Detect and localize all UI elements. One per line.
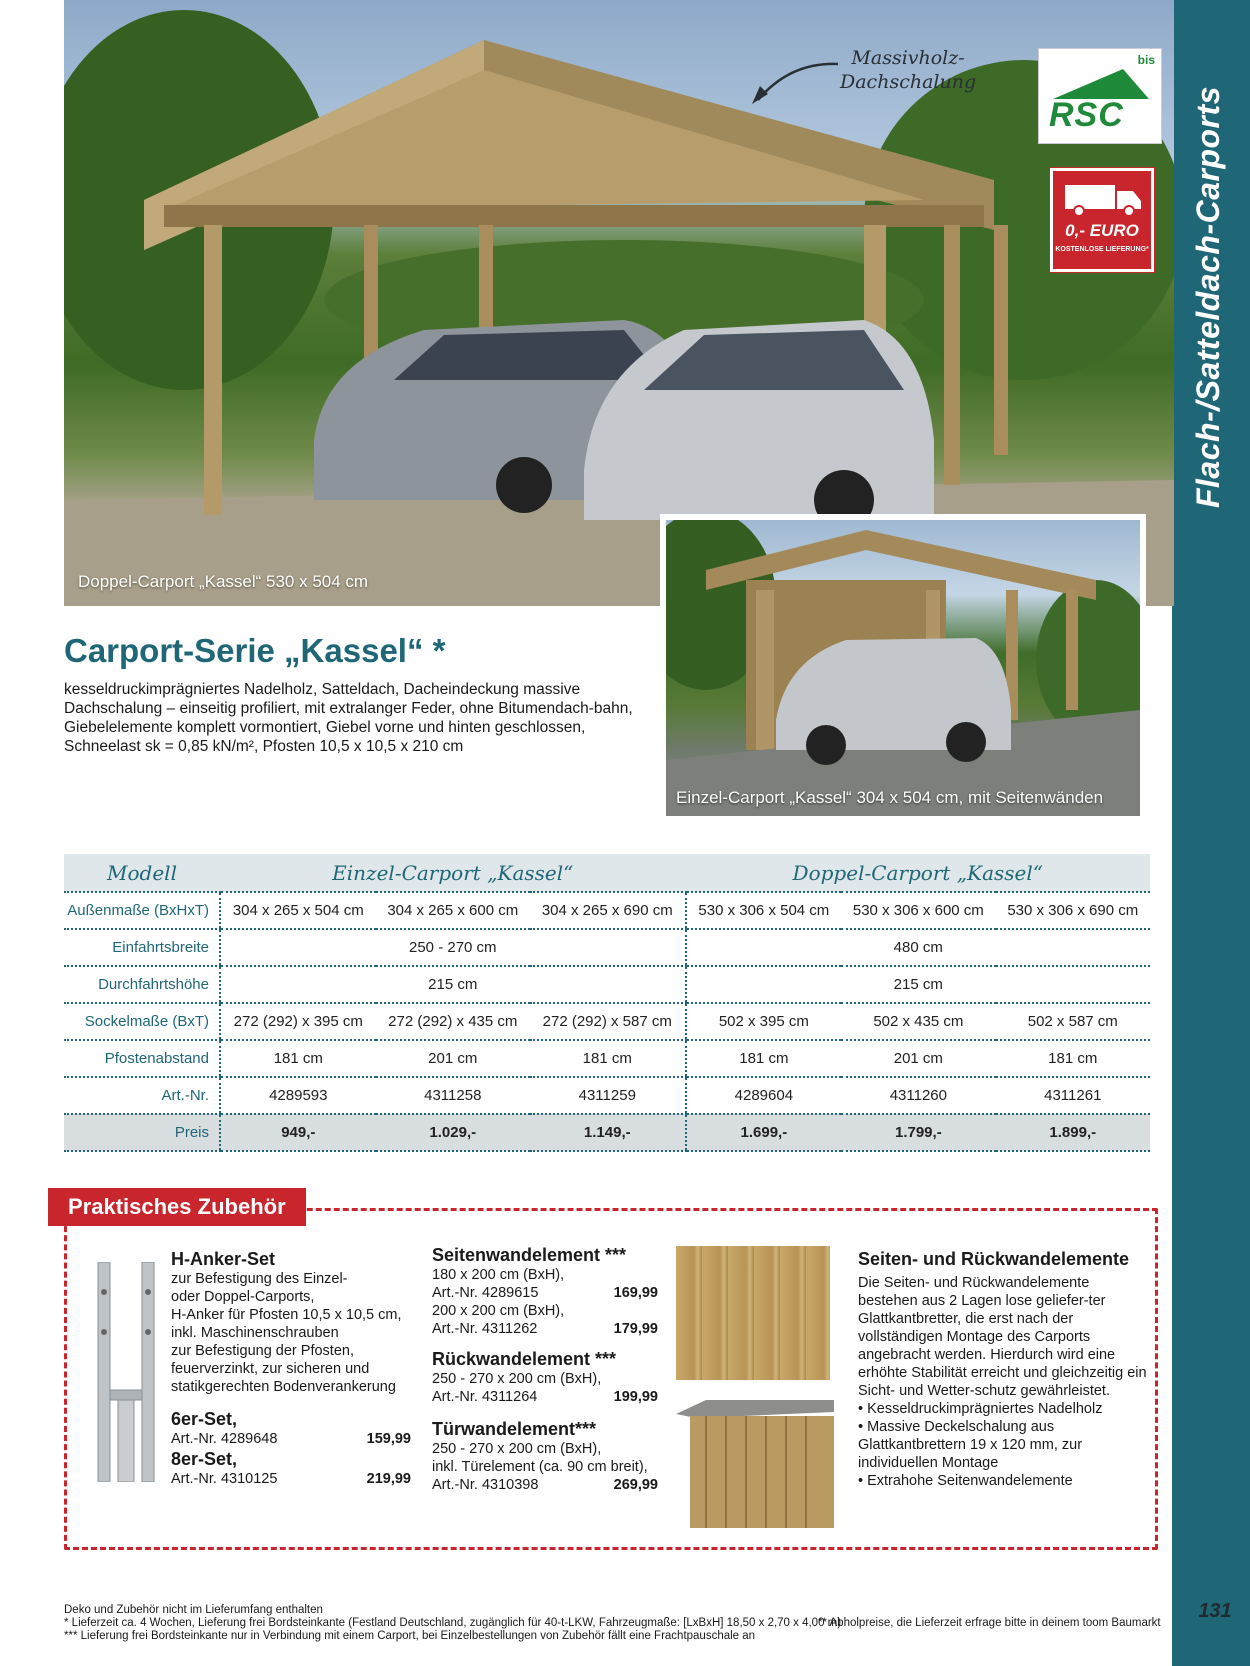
row-label: Preis — [64, 1114, 220, 1151]
row-label: Durchfahrtshöhe — [64, 966, 220, 1003]
rueckwand-title: Rückwandelement *** — [432, 1349, 617, 1369]
rsc-text: RSC — [1049, 96, 1124, 134]
header-model: Modell — [64, 854, 220, 892]
rueckwand-price-line — [432, 1388, 658, 1406]
table-cell: 272 (292) x 435 cm — [376, 1003, 530, 1040]
seitenwand-price-line — [432, 1284, 658, 1302]
table-cell: 4311259 — [530, 1077, 686, 1114]
badge-price: 0,- EURO — [1065, 221, 1139, 240]
annotation-line-2: Dachschalung — [840, 71, 977, 93]
table-cell: 480 cm — [686, 929, 1150, 966]
header-double: Doppel-Carport „Kassel“ — [686, 854, 1150, 892]
wall-panel-image — [676, 1246, 830, 1380]
seitenwand-art: Art.-Nr. 4311262 — [432, 1321, 538, 1337]
roof-annotation — [840, 46, 976, 94]
table-row — [64, 892, 1150, 929]
table-row — [64, 1077, 1150, 1114]
badge-subtext: KOSTENLOSE LIEFERUNG* — [1055, 246, 1149, 253]
table-cell: 530 x 306 x 504 cm — [686, 892, 842, 929]
seitenwand-price: 179,99 — [613, 1321, 658, 1337]
series-title: Carport-Serie „Kassel“ * — [64, 632, 446, 669]
price-cell: 1.029,- — [376, 1114, 530, 1151]
wall-info-bullet: • Extrahohe Seitenwandelemente — [858, 1473, 1073, 1489]
row-label: Pfostenabstand — [64, 1040, 220, 1077]
row-label: Einfahrtsbreite — [64, 929, 220, 966]
table-cell: 4311260 — [841, 1077, 995, 1114]
wall-info-bullet: • Kesseldruckimprägniertes Nadelholz — [858, 1401, 1103, 1417]
rsc-bis-text: bis — [1137, 53, 1155, 67]
tuerwand-price-line — [432, 1476, 658, 1494]
free-delivery-badge — [1050, 168, 1154, 272]
tuerwand-line: 250 - 270 x 200 cm (BxH), — [432, 1441, 602, 1457]
set6-art: Art.-Nr. 4289648 — [171, 1431, 278, 1447]
seitenwand-price: 169,99 — [613, 1285, 658, 1301]
rsc-logo — [1038, 48, 1162, 144]
photo2-caption: Einzel-Carport „Kassel“ 304 x 504 cm, mit Seitenwänden — [676, 788, 1104, 807]
table-row — [64, 1003, 1150, 1040]
h-anker-line: oder Doppel-Carports, — [171, 1289, 315, 1305]
wall-elements-block — [432, 1244, 658, 1494]
price-cell: 1.149,- — [530, 1114, 686, 1151]
h-anker-line: inkl. Maschinenschrauben — [171, 1325, 339, 1341]
table-cell: 4289593 — [220, 1077, 376, 1114]
set8-title: 8er-Set, — [171, 1449, 238, 1469]
seitenwand-title: Seitenwandelement *** — [432, 1245, 627, 1265]
table-cell: 272 (292) x 587 cm — [530, 1003, 686, 1040]
h-anker-line: H-Anker für Pfosten 10,5 x 10,5 cm, — [171, 1307, 402, 1323]
set6-price: 159,99 — [366, 1431, 411, 1447]
table-row — [64, 966, 1150, 1003]
table-header-row — [64, 854, 1150, 892]
set8-line — [171, 1470, 411, 1488]
h-anker-block — [171, 1248, 411, 1488]
table-row — [64, 1040, 1150, 1077]
seitenwand-art: Art.-Nr. 4289615 — [432, 1285, 539, 1301]
tuerwand-line: inkl. Türelement (ca. 90 cm breit), — [432, 1459, 648, 1475]
h-anker-line: feuerverzinkt, zur sicheren und — [171, 1361, 370, 1377]
tuerwand-art: Art.-Nr. 4310398 — [432, 1477, 539, 1493]
table-cell: 201 cm — [841, 1040, 995, 1077]
rueckwand-art: Art.-Nr. 4311264 — [432, 1389, 538, 1405]
h-anker-line: statikgerechten Bodenverankerung — [171, 1379, 396, 1395]
price-cell: 1.899,- — [996, 1114, 1150, 1151]
row-label: Sockelmaße (BxT) — [64, 1003, 220, 1040]
footnote-line: Deko und Zubehör nicht im Lieferumfang enthalten — [64, 1604, 323, 1616]
table-cell: 530 x 306 x 600 cm — [841, 892, 995, 929]
annotation-line-1: Massivholz- — [851, 47, 965, 69]
truck-icon — [1065, 181, 1143, 217]
table-cell: 272 (292) x 395 cm — [220, 1003, 376, 1040]
wall-shed-image — [676, 1400, 834, 1528]
sidebar-title: Flach-/Satteldach-Carports — [1190, 86, 1226, 508]
header-single: Einzel-Carport „Kassel“ — [220, 854, 686, 892]
roof-logo-icon — [1053, 69, 1149, 99]
wall-info-block — [858, 1248, 1148, 1490]
table-cell: 201 cm — [376, 1040, 530, 1077]
table-cell: 304 x 265 x 600 cm — [376, 892, 530, 929]
table-cell: 181 cm — [530, 1040, 686, 1077]
row-label: Außenmaße (BxHxT) — [64, 892, 220, 929]
seitenwand-price-line — [432, 1320, 658, 1338]
table-cell: 530 x 306 x 690 cm — [996, 892, 1150, 929]
set6-line — [171, 1430, 411, 1448]
price-cell: 1.699,- — [686, 1114, 842, 1151]
wall-info-title: Seiten- und Rückwandelemente — [858, 1249, 1130, 1269]
single-carport-illustration — [666, 520, 1140, 816]
table-cell: 215 cm — [220, 966, 686, 1003]
table-cell: 181 cm — [686, 1040, 842, 1077]
table-cell: 502 x 395 cm — [686, 1003, 842, 1040]
table-cell: 304 x 265 x 690 cm — [530, 892, 686, 929]
tuerwand-price: 269,99 — [613, 1477, 658, 1493]
series-description: kesseldruckimprägniertes Nadelholz, Satteldach, Dacheindeckung massive Dachschalung – einseitig profiliert, mit extralanger Feder, ohne Bitumendach-bahn, Giebelelemente komplett vormontiert, Giebel vorne und hinten geschlossen, Schneelast sk = 0,85 kN/m², Pfosten 10,5 x 10,5 x 210 cm — [64, 681, 633, 755]
price-cell: 949,- — [220, 1114, 376, 1151]
table-cell: 502 x 587 cm — [996, 1003, 1150, 1040]
footnote-line: *** Lieferung frei Bordsteinkante nur in Verbindung mit einem Carport, bei Einzelbestellungen von Zubehör fällt eine Frachtpauschale an — [64, 1630, 756, 1642]
table-cell: 502 x 435 cm — [841, 1003, 995, 1040]
h-anker-line: zur Befestigung der Pfosten, — [171, 1343, 354, 1359]
table-cell: 304 x 265 x 504 cm — [220, 892, 376, 929]
footnotes — [64, 1604, 1164, 1643]
tuerwand-title: Türwandelement*** — [432, 1419, 597, 1439]
seitenwand-line: 180 x 200 cm (BxH), — [432, 1267, 565, 1283]
table-cell: 215 cm — [686, 966, 1150, 1003]
hero-caption: Doppel-Carport „Kassel“ 530 x 504 cm — [78, 572, 369, 591]
set8-art: Art.-Nr. 4310125 — [171, 1471, 278, 1487]
page-number: 131 — [1198, 1600, 1232, 1622]
h-anker-title: H-Anker-Set — [171, 1249, 276, 1269]
set6-title: 6er-Set, — [171, 1409, 238, 1429]
table-cell: 250 - 270 cm — [220, 929, 686, 966]
accessories-header: Praktisches Zubehör — [48, 1188, 306, 1226]
table-cell: 4311261 — [996, 1077, 1150, 1114]
rueckwand-line: 250 - 270 x 200 cm (BxH), — [432, 1371, 602, 1387]
rueckwand-price: 199,99 — [613, 1389, 658, 1405]
annotation-arrow-icon — [750, 54, 842, 106]
set8-price: 219,99 — [366, 1471, 411, 1487]
table-cell: 4289604 — [686, 1077, 842, 1114]
table-row-price — [64, 1114, 1150, 1151]
footnote-line: * Lieferzeit ca. 4 Wochen, Lieferung frei Bordsteinkante (Festland Deutschland, zugänglich für 40-t-LKW, Fahrzeugmaße: [LxBxH] 18,50 x 2,70 x 4,00 m) — [64, 1617, 842, 1629]
seitenwand-line: 200 x 200 cm (BxH), — [432, 1303, 565, 1319]
row-label: Art.-Nr. — [64, 1077, 220, 1114]
table-cell: 181 cm — [996, 1040, 1150, 1077]
table-row — [64, 929, 1150, 966]
h-anker-line: zur Befestigung des Einzel- — [171, 1271, 348, 1287]
wall-info-bullet: • Massive Deckelschalung aus Glattkantbrettern 19 x 120 mm, zur individuellen Montage — [858, 1419, 1083, 1471]
single-carport-photo — [660, 514, 1146, 822]
table-cell: 4311258 — [376, 1077, 530, 1114]
footnote-right: ** Abholpreise, die Lieferzeit erfrage bitte in deinem toom Baumarkt — [818, 1617, 1161, 1629]
h-anchor-icon — [90, 1262, 164, 1482]
spec-table — [64, 854, 1150, 1152]
price-cell: 1.799,- — [841, 1114, 995, 1151]
table-cell: 181 cm — [220, 1040, 376, 1077]
wall-info-text: Die Seiten- und Rückwandelemente bestehen aus 2 Lagen lose geliefer-ter Glattkantbretter, die erst nach der vollständigen Montage des Carports angebracht werden. Hierdurch wird eine erhöhte Stabilität erreicht und gleichzeitig ein Sicht- und Wetter-schutz gewährleistet. — [858, 1275, 1147, 1399]
